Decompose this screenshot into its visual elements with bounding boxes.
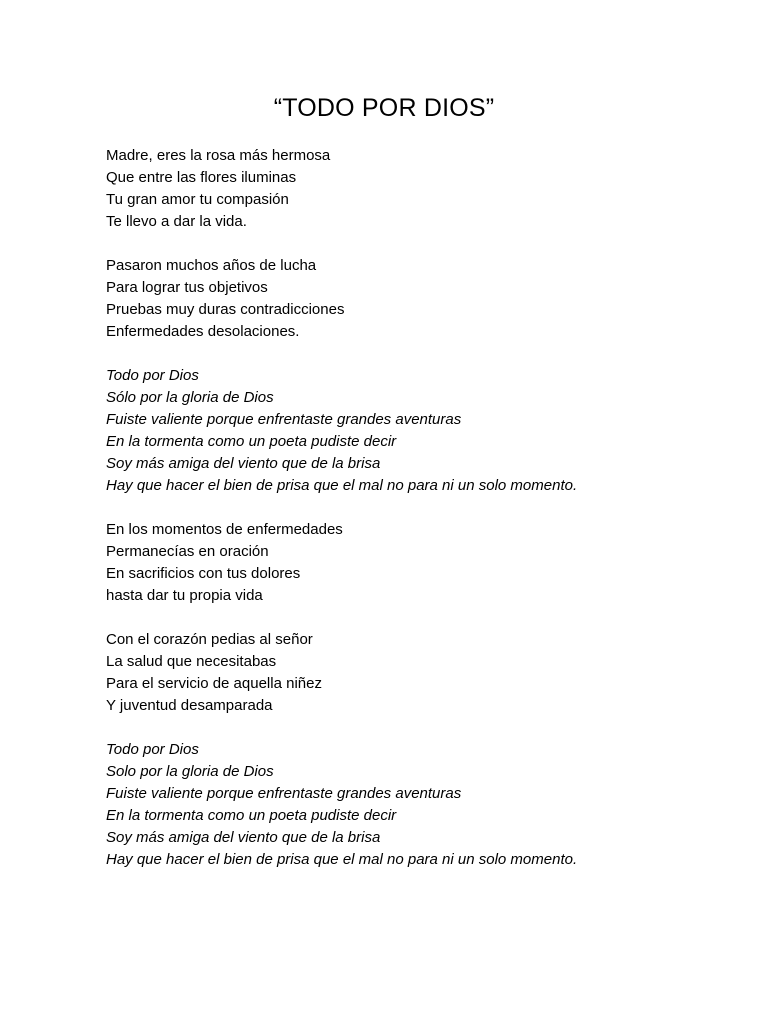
poem-line: Todo por Dios	[106, 367, 199, 384]
poem-line: Que entre las flores iluminas	[106, 169, 297, 186]
stanza-6-refrain	[106, 739, 746, 871]
poem-line: Te llevo a dar la vida.	[106, 213, 247, 230]
poem-line: Pruebas muy duras contradicciones	[106, 301, 345, 318]
poem-line: Para el servicio de aquella niñez	[106, 675, 322, 692]
stanza-2	[106, 255, 746, 343]
poem-line: Y juventud desamparada	[106, 697, 273, 714]
poem-line: Solo por la gloria de Dios	[106, 763, 274, 780]
poem-line: Fuiste valiente porque enfrentaste grandes aventuras	[106, 785, 462, 802]
poem-body	[106, 145, 746, 893]
poem-line: Enfermedades desolaciones.	[106, 323, 300, 340]
stanza-3-refrain	[106, 365, 746, 497]
poem-line: Hay que hacer el bien de prisa que el mal no para ni un solo momento.	[106, 477, 578, 494]
poem-line: Con el corazón pedias al señor	[106, 631, 313, 648]
poem-line: Soy más amiga del viento que de la brisa	[106, 829, 381, 846]
stanza-1	[106, 145, 746, 233]
poem-line: Sólo por la gloria de Dios	[106, 389, 274, 406]
poem-line: Soy más amiga del viento que de la brisa	[106, 455, 381, 472]
stanza-5	[106, 629, 746, 717]
poem-line: Madre, eres la rosa más hermosa	[106, 147, 331, 164]
poem-line: Todo por Dios	[106, 741, 199, 758]
poem-line: En sacrificios con tus dolores	[106, 565, 301, 582]
poem-line: En los momentos de enfermedades	[106, 521, 343, 538]
poem-line: En la tormenta como un poeta pudiste decir	[106, 807, 397, 824]
poem-title: “TODO POR DIOS”	[273, 94, 495, 122]
poem-line: Fuiste valiente porque enfrentaste grandes aventuras	[106, 411, 462, 428]
poem-line: Tu gran amor tu compasión	[106, 191, 289, 208]
poem-line: Pasaron muchos años de lucha	[106, 257, 317, 274]
poem-line: Permanecías en oración	[106, 543, 269, 560]
poem-line: La salud que necesitabas	[106, 653, 277, 670]
poem-line: Hay que hacer el bien de prisa que el mal no para ni un solo momento.	[106, 851, 578, 868]
stanza-4	[106, 519, 746, 607]
poem-line: En la tormenta como un poeta pudiste decir	[106, 433, 397, 450]
poem-line: hasta dar tu propia vida	[106, 587, 263, 604]
poem-line: Para lograr tus objetivos	[106, 279, 268, 296]
